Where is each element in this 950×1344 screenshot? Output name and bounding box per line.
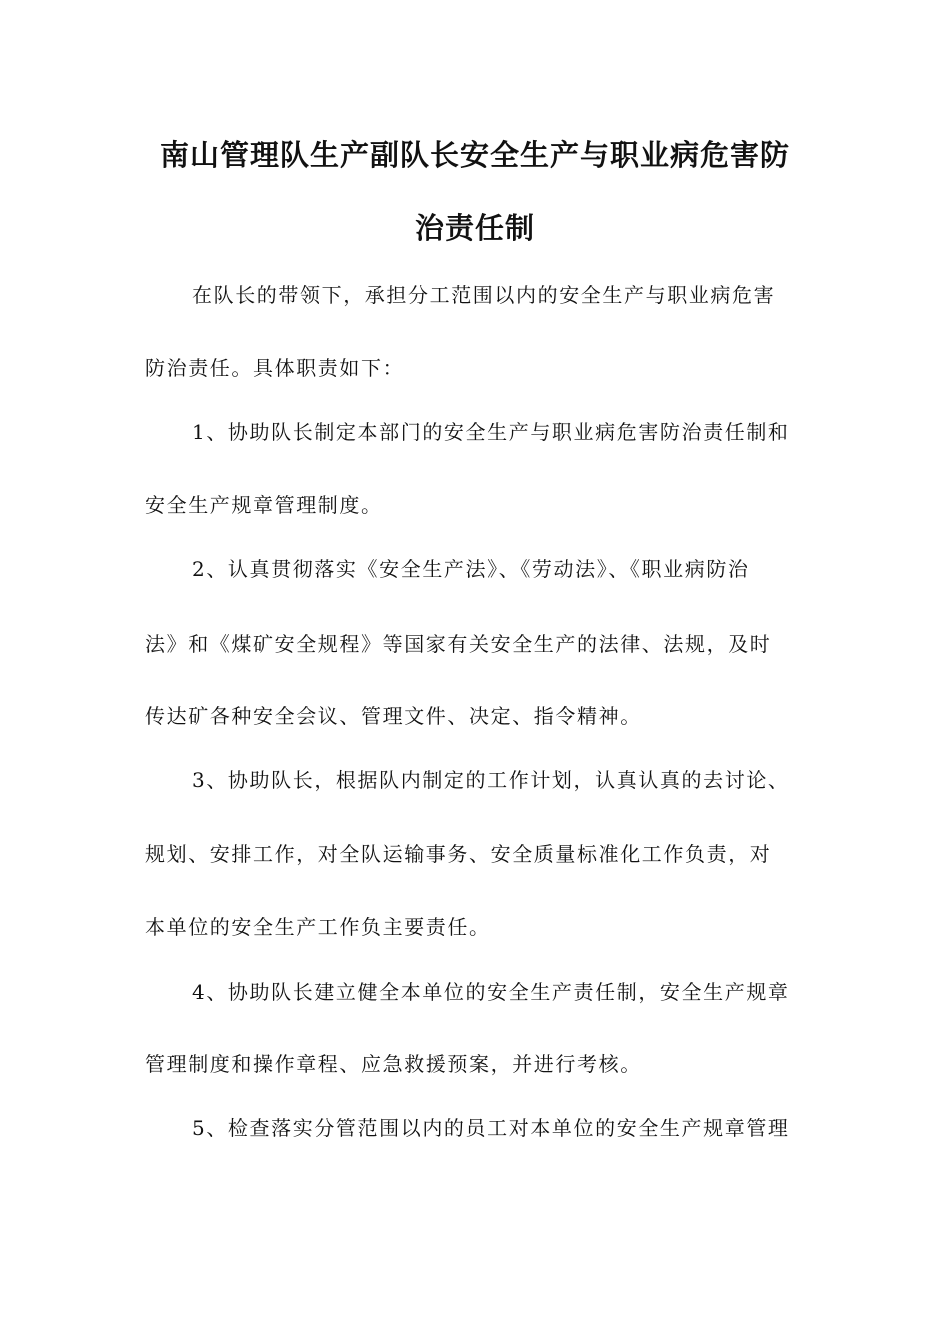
- paragraph-item-1-line-2: 安全生产规章管理制度。: [145, 493, 383, 517]
- paragraph-intro-line-1: 在队长的带领下，承担分工范围以内的安全生产与职业病危害: [192, 283, 776, 307]
- paragraph-item-1-line-1: 1、协助队长制定本部门的安全生产与职业病危害防治责任制和: [192, 420, 790, 444]
- document-title-line-1: 南山管理队生产副队长安全生产与职业病危害防: [159, 138, 790, 172]
- paragraph-item-2-line-2: 法》和《煤矿安全规程》等国家有关安全生产的法律、法规，及时: [145, 632, 772, 656]
- paragraph-item-3-line-3: 本单位的安全生产工作负主要责任。: [145, 915, 491, 939]
- paragraph-intro-line-2: 防治责任。具体职责如下：: [145, 356, 405, 380]
- paragraph-item-3-line-1: 3、协助队长，根据队内制定的工作计划，认真认真的去讨论、: [192, 768, 790, 792]
- paragraph-item-3-line-2: 规划、安排工作，对全队运输事务、安全质量标准化工作负责，对: [145, 842, 772, 866]
- paragraph-item-5-line-1: 5、检查落实分管范围以内的员工对本单位的安全生产规章管理: [192, 1116, 790, 1140]
- paragraph-item-2-line-3: 传达矿各种安全会议、管理文件、决定、指令精神。: [145, 704, 642, 728]
- paragraph-item-4-line-2: 管理制度和操作章程、应急救援预案，并进行考核。: [145, 1052, 642, 1076]
- paragraph-item-2-line-1: 2、认真贯彻落实《安全生产法》、《劳动法》、《职业病防治: [192, 557, 750, 581]
- document-title-line-2: 治责任制: [414, 211, 535, 245]
- paragraph-item-4-line-1: 4、协助队长建立健全本单位的安全生产责任制，安全生产规章: [192, 980, 790, 1004]
